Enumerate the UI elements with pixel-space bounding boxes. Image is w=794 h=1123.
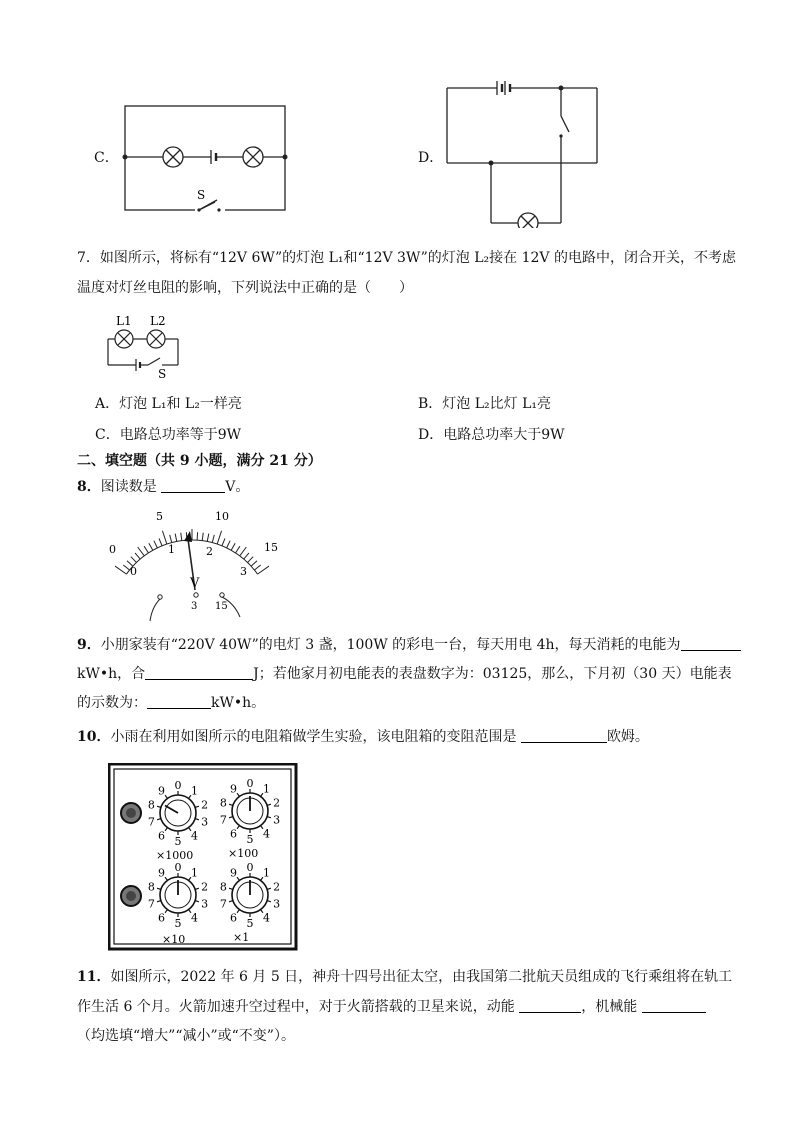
scale-tick — [175, 534, 177, 542]
scale-tick — [159, 538, 162, 545]
dial-digit: 5 — [174, 835, 182, 848]
dial-digit: 3 — [201, 897, 209, 911]
dial-multiplier: ×1 — [233, 931, 250, 944]
question-7-line1: 7．如图所示，将标有“12V 6W”的灯泡 L₁和“12V 3W”的灯泡 L₂接在 12V 的电路中，闭合开关，不考虑 — [77, 250, 736, 266]
answer-blank[interactable] — [147, 693, 211, 709]
meter-symbol: V — [190, 576, 200, 591]
scale-tick — [135, 553, 140, 559]
dial-digit: 0 — [174, 779, 182, 792]
scale-tick — [231, 543, 235, 550]
dial-digit: 8 — [219, 880, 227, 894]
scale-tick — [131, 557, 137, 563]
scale-tick — [162, 531, 166, 544]
scale-tick — [251, 561, 257, 566]
dial-digit: 3 — [273, 897, 281, 911]
dial-multiplier: ×1000 — [156, 849, 194, 862]
question-number: 10． — [77, 729, 111, 745]
dial-digit: 5 — [246, 833, 254, 846]
dial-digit: 6 — [230, 827, 238, 841]
resistance-box-diagram — [108, 763, 298, 951]
option-a: A．灯泡 L₁和 L₂一样亮 — [95, 396, 242, 412]
option-c-label: C． — [94, 150, 119, 166]
scale-top-label: 0 — [109, 543, 116, 556]
circuit-diagram-c — [115, 98, 295, 218]
dial-digit: 1 — [190, 866, 198, 880]
scale-top-label: 15 — [264, 541, 278, 554]
dial-digit: 4 — [190, 911, 198, 925]
question-number: 9． — [77, 637, 101, 653]
section-heading: 二、填空题（共 9 小题，满分 21 分） — [77, 453, 322, 469]
scale-top-label: 5 — [156, 510, 163, 523]
scale-bottom-label: 3 — [240, 565, 247, 578]
dial-digit: 7 — [219, 813, 227, 827]
dial-digit: 0 — [174, 861, 182, 874]
dial-digit: 0 — [246, 777, 254, 790]
scale-tick — [181, 533, 182, 541]
scale-tick — [236, 546, 240, 553]
dial-digit: 7 — [147, 897, 155, 911]
dial-digit: 2 — [273, 880, 281, 894]
answer-blank[interactable] — [642, 997, 706, 1013]
dial-digit: 9 — [230, 866, 238, 880]
answer-blank[interactable] — [145, 664, 253, 680]
fig-label-l1: L1 — [116, 314, 132, 328]
scale-tick — [115, 566, 126, 574]
dial-digit: 3 — [201, 815, 209, 829]
dial-digit: 6 — [158, 911, 166, 925]
question-number: 11． — [77, 969, 111, 985]
question-9-line2: kW•h，合 J；若他家月初电能表的表盘数字为：03125，那么，下月初（30 天）电能表 — [77, 666, 732, 682]
dial-digit: 4 — [262, 911, 270, 925]
scale-bottom-label: 2 — [206, 545, 213, 558]
scale-tick — [197, 532, 198, 540]
dial-digit: 2 — [201, 880, 209, 894]
option-d: D．电路总功率大于9W — [418, 427, 565, 443]
question-8: 8．图读数是 V。 — [77, 479, 250, 495]
dial-digit: 1 — [262, 782, 270, 796]
scale-tick — [227, 541, 230, 548]
question-number: 8． — [77, 479, 101, 495]
answer-blank[interactable] — [161, 477, 225, 493]
scale-tick — [244, 553, 249, 559]
dial-digit: 8 — [147, 798, 155, 812]
switch-label: S — [197, 188, 206, 202]
dial-digit: 5 — [246, 917, 254, 930]
fig-label-l2: L2 — [150, 314, 166, 328]
question-9-line3: 的示数为： kW•h。 — [77, 695, 266, 711]
scale-bottom-label: 1 — [168, 543, 175, 556]
dial-digit: 4 — [262, 827, 270, 841]
question-11-line2: 作生活 6 个月。火箭加速升空过程中，对于火箭搭载的卫星来说，动能 ，机械能 — [77, 996, 706, 1018]
scale-tick — [170, 535, 172, 543]
dial-digit: 0 — [246, 861, 254, 874]
dial-multiplier: ×100 — [228, 847, 259, 860]
terminal-label: 3 — [191, 601, 198, 612]
dial-digit: 4 — [190, 829, 198, 843]
scale-tick — [202, 533, 203, 541]
question-11-line1: 11．如图所示，2022 年 6 月 5 日，神舟十四号出征太空，由我国第二批航天员组成的飞行乘组将在轨工 — [77, 969, 733, 985]
dial-multiplier: ×10 — [162, 933, 186, 946]
answer-blank[interactable] — [519, 997, 581, 1013]
scale-tick — [154, 541, 157, 548]
scale-tick — [138, 547, 145, 556]
dial-digit: 6 — [230, 911, 238, 925]
scale-bottom-label: 0 — [130, 565, 137, 578]
option-c: C．电路总功率等于9W — [95, 427, 242, 443]
scale-tick — [248, 557, 254, 563]
dial-digit: 1 — [262, 866, 270, 880]
scale-tick — [149, 543, 153, 550]
question-10: 10．小雨在利用如图所示的电阻箱做学生实验，该电阻箱的变阻范围是 欧姆。 — [77, 729, 649, 745]
voltmeter-diagram — [100, 505, 290, 623]
option-d-label: D． — [418, 150, 444, 166]
scale-tick — [123, 565, 129, 570]
scale-tick — [207, 534, 209, 542]
scale-tick — [217, 531, 221, 544]
answer-blank[interactable] — [521, 727, 607, 743]
dial-digit: 3 — [273, 813, 281, 827]
dial-digit: 9 — [230, 782, 238, 796]
scale-tick — [258, 566, 269, 574]
question-7-line2: 温度对灯丝电阻的影响，下列说法中正确的是（ ） — [77, 280, 413, 296]
circuit-diagram-q7 — [100, 310, 190, 380]
scale-tick — [212, 535, 214, 543]
dial-digit: 9 — [158, 866, 166, 880]
dial-digit: 1 — [190, 784, 198, 798]
question-9-line1: 9．小朋家装有“220V 40W”的电灯 3 盏，100W 的彩电一台，每天用电 4h，每天消耗的电能为 — [77, 634, 741, 656]
scale-tick — [222, 538, 225, 545]
dial-digit: 8 — [219, 796, 227, 810]
dial-digit: 7 — [147, 815, 155, 829]
dial-digit: 5 — [174, 917, 182, 930]
circuit-diagram-d — [440, 78, 605, 228]
scale-tick — [254, 565, 260, 570]
question-11-line3: （均选填“增大”“减小”或“不变”）。 — [77, 1028, 295, 1044]
answer-blank[interactable] — [681, 635, 741, 651]
dial-digit: 2 — [273, 796, 281, 810]
dial-digit: 2 — [201, 798, 209, 812]
scale-tick — [240, 547, 247, 556]
terminal-label: 15 — [215, 601, 228, 612]
dial-digit: 9 — [158, 784, 166, 798]
dial-digit: 6 — [158, 829, 166, 843]
scale-tick — [144, 546, 148, 553]
option-b: B．灯泡 L₂比灯 L₁亮 — [418, 396, 552, 412]
dial-digit: 7 — [219, 897, 227, 911]
fig-label-s: S — [158, 367, 167, 380]
scale-top-label: 10 — [215, 510, 229, 523]
dial-digit: 8 — [147, 880, 155, 894]
